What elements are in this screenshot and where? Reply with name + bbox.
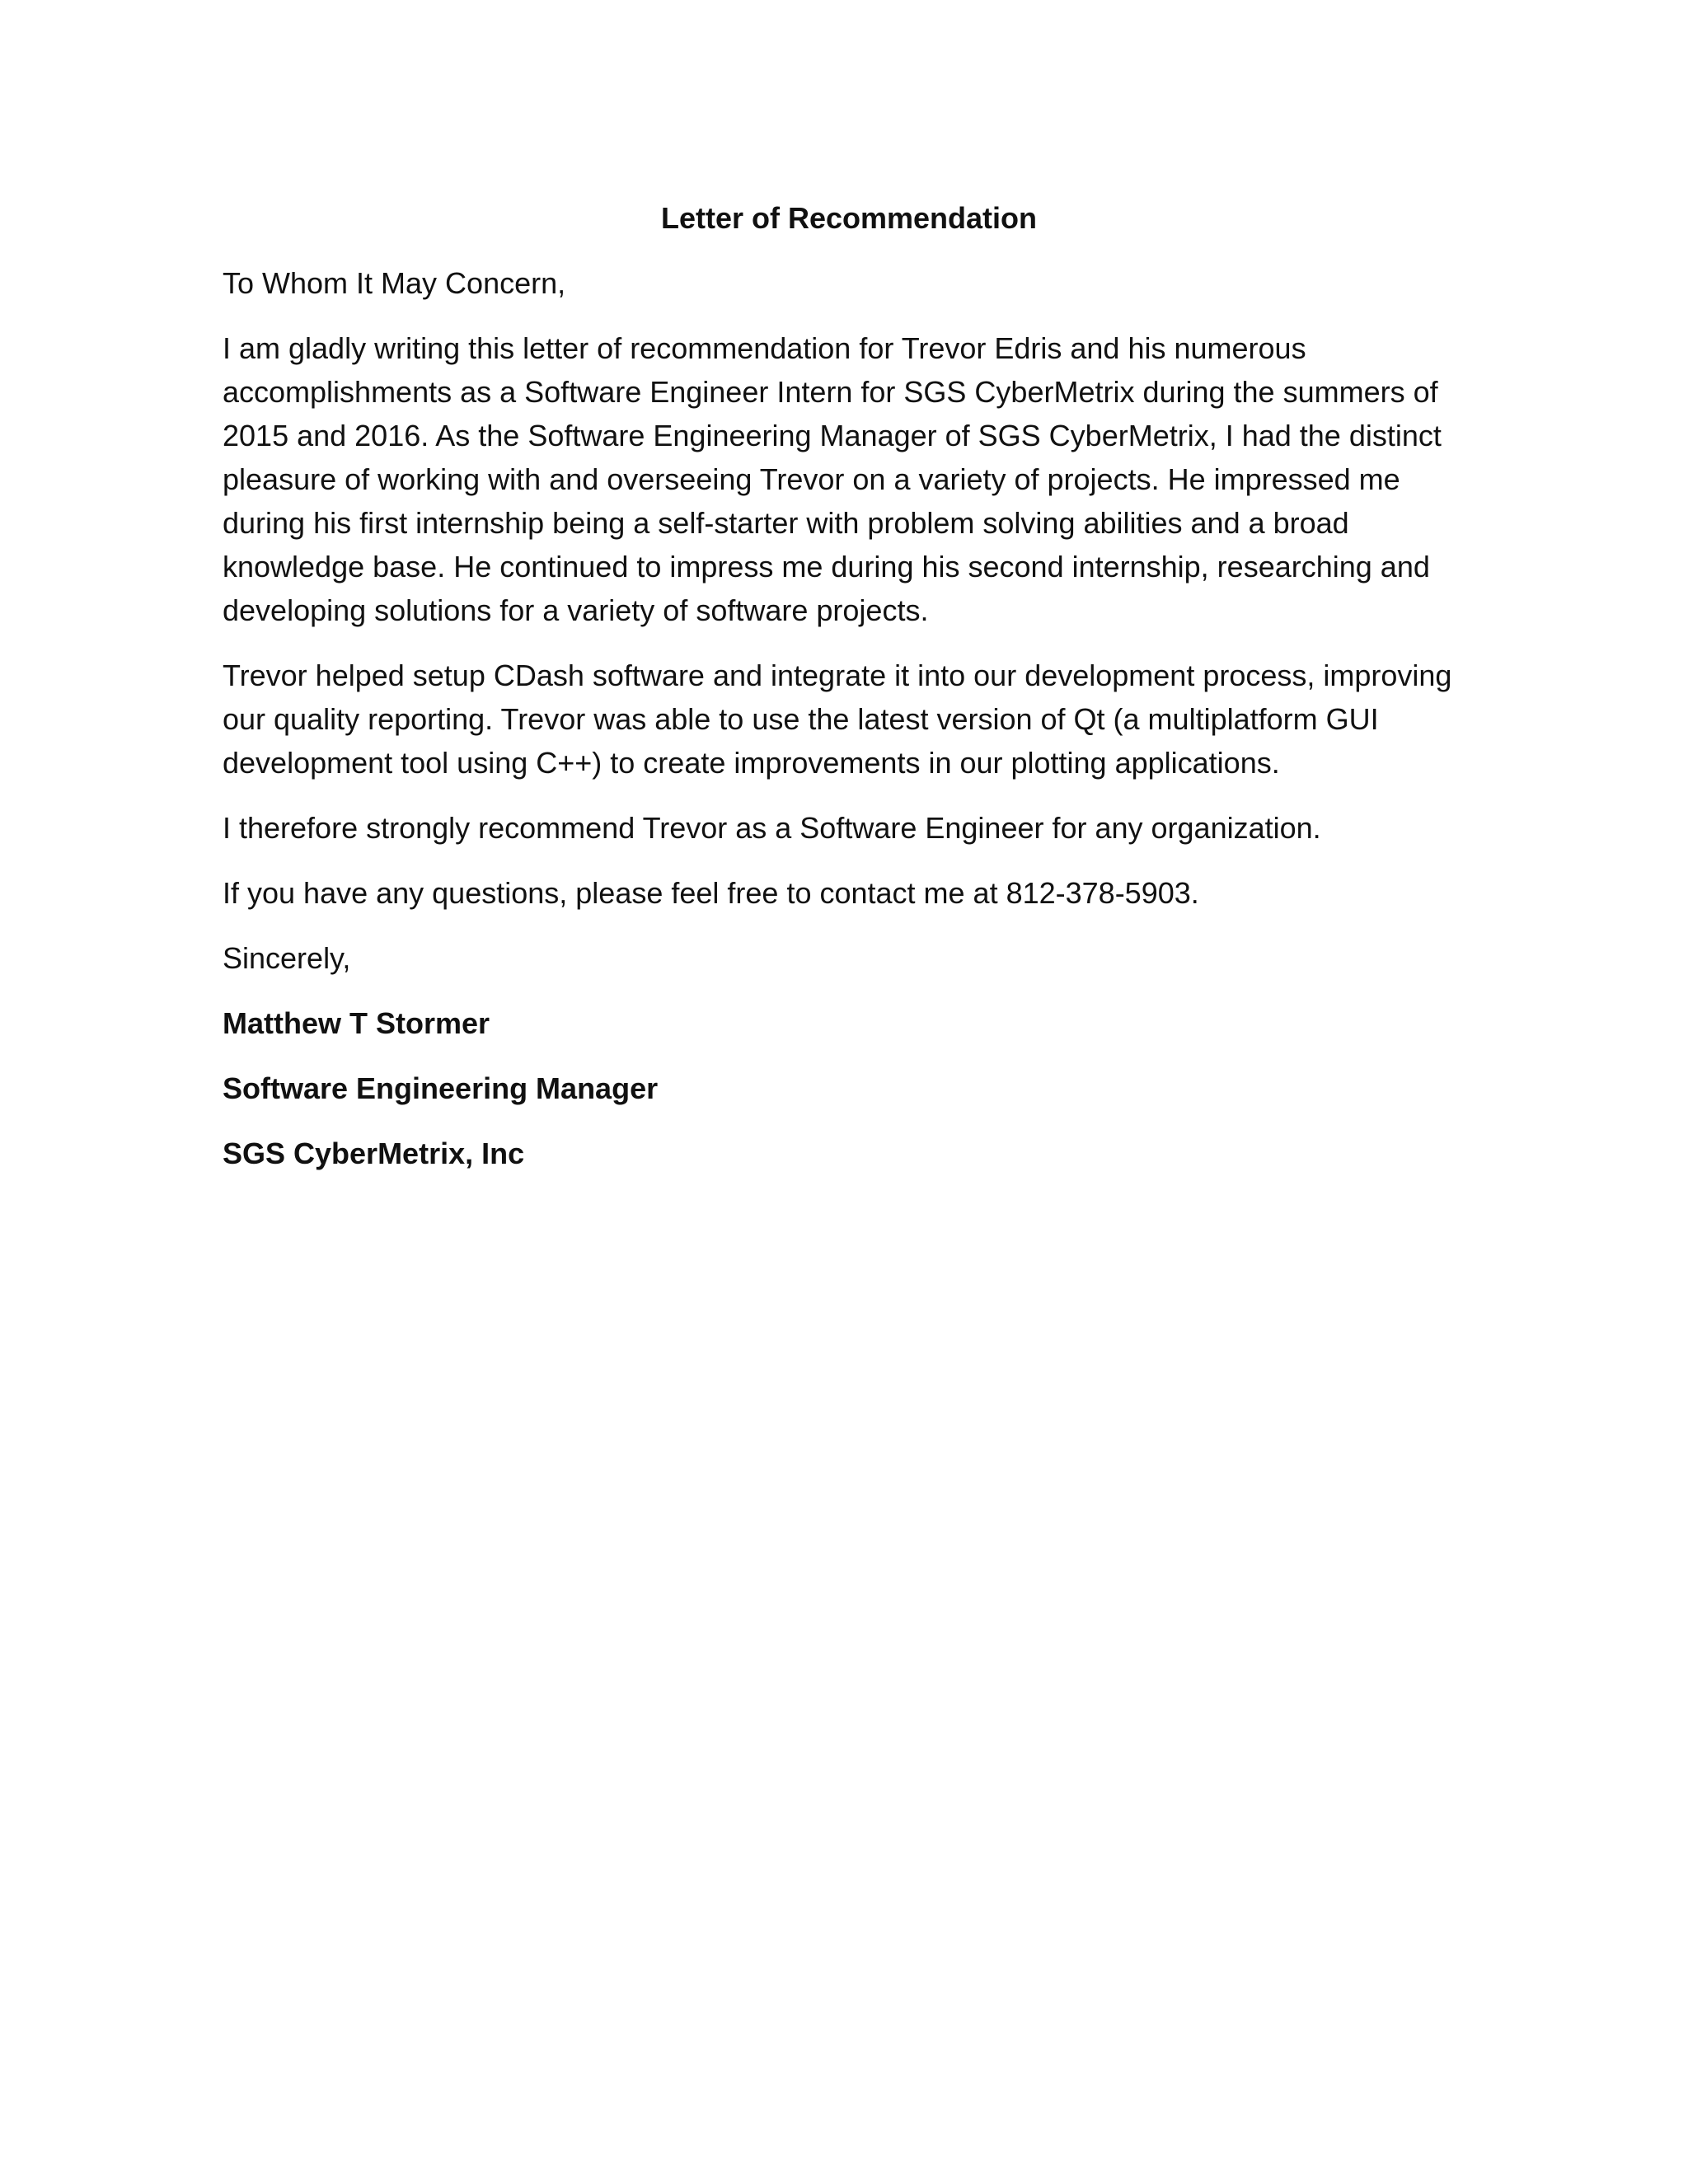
paragraph-4: If you have any questions, please feel free to contact me at 812-378-5903. [223,876,1199,910]
closing: Sincerely, [223,941,351,975]
signer-name: Matthew T Stormer [223,1006,490,1040]
signer-company: SGS CyberMetrix, Inc [223,1137,525,1170]
salutation: To Whom It May Concern, [223,266,566,300]
letter-title: Letter of Recommendation [660,201,1038,235]
paragraph-3: I therefore strongly recommend Trevor as a Software Engineer for any organization. [223,811,1321,845]
letter-body [223,196,1475,1197]
paragraph-1: I am gladly writing this letter of recommendation for Trevor Edris and his numerous accomplishments as a Software Engineer Intern for SGS CyberMetrix during the summers of 2015 and 2016. As the Software Engineering Manager of SGS CyberMetrix, I had the distinct pleasure of working with and overseeing Trevor on a variety of projects. He impressed me during his first internship being a self-starter with problem solving abilities and a broad knowledge base. He continued to impress me during his second internship, researching and developing solutions for a variety of software projects. [223,331,1442,627]
signer-title: Software Engineering Manager [223,1071,659,1105]
paragraph-2: Trevor helped setup CDash software and integrate it into our development process, improving our quality reporting. Trevor was able to use the latest version of Qt (a multiplatform GUI development tool using C++) to create improvements in our plotting applications. [223,658,1452,780]
